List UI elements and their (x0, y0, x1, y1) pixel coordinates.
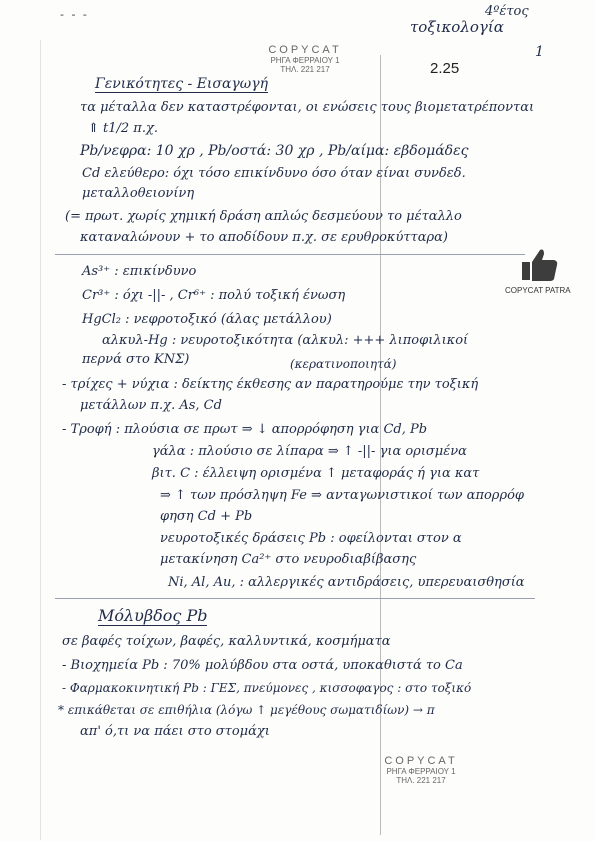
side-logo-label: COPYCAT PATRA (505, 286, 571, 295)
page-number: 2.25 (430, 60, 460, 77)
section-heading-lead: Μόλυβδος Pb (98, 606, 208, 625)
note-line: * επικάθεται σε επιθήλια (λόγω ↑ μεγέθους σωματιδίων) → π (58, 703, 435, 717)
subject-note: τοξικολογία (410, 18, 504, 36)
note-line: τα μέταλλα δεν καταστρέφονται, οι ενώσεις τους βιομετατρέπονται (80, 100, 535, 115)
note-line: ⇑ t1/2 π.χ. (88, 121, 158, 136)
stamp-phone: ΤΗΛ. 221 217 (280, 65, 330, 74)
note-line: ⇒ ↑ των πρόσληψη Fe ⇒ ανταγωνιστικοί των απορρόφ (160, 488, 525, 503)
note-line: απ' ό,τι να πάει στο στομάχι (80, 724, 270, 739)
divider (55, 254, 525, 255)
stamp-phone: ΤΗΛ. 221 217 (396, 776, 446, 785)
note-line: As³⁺ : επικίνδυνο (82, 264, 197, 279)
note-line: σε βαφές τοίχων, βαφές, καλλυντικά, κοσμήματα (62, 634, 391, 649)
stamp-title: COPYCAT (268, 44, 342, 56)
corner-marks: - - - (60, 8, 89, 21)
note-line: μετακίνηση Ca²⁺ στο νευροδιαβίβασης (160, 552, 417, 567)
copycat-stamp-bottom (356, 755, 486, 785)
note-line: - Τροφή : πλούσια σε πρωτ ⇒ ↓ απορρόφηση για Cd, Pb (62, 422, 428, 437)
stamp-address: ΡΗΓΑ ΦΕΡΡΑΙΟΥ 1 (386, 767, 456, 776)
note-line: περνά στο ΚΝΣ) (82, 352, 190, 367)
note-line: βιτ. C : έλλειψη ορισμένα ↑ μεταφοράς ή για κατ (152, 466, 480, 481)
note-line: μετάλλων π.χ. As, Cd (80, 398, 222, 413)
copycat-stamp-top (240, 44, 370, 74)
page-margin-line (40, 40, 41, 840)
thumbs-up-icon (520, 248, 560, 284)
note-line: Cd ελεύθερο: όχι τόσο επικίνδυνο όσο όταν είναι συνδεδ. (82, 166, 466, 181)
divider (55, 598, 535, 599)
page-mark: 1 (535, 44, 544, 60)
note-line: γάλα : πλούσιο σε λίπαρα ⇒ ↑ -||- για ορισμένα (152, 444, 467, 459)
note-line: Cr³⁺ : όχι -||- , Cr⁶⁺ : πολύ τοξική ένωση (82, 288, 346, 303)
note-line: αλκυλ-Hg : νευροτοξικότητα (αλκυλ: +++ λιποφιλικοί (102, 333, 469, 348)
note-line: νευροτοξικές δράσεις Pb : οφείλονται στον α (160, 531, 462, 546)
note-line: - τρίχες + νύχια : δείκτης έκθεσης αν παρατηρούμε την τοξική (62, 377, 479, 392)
note-line: - Φαρμακοκινητική Pb : ΓΕΣ, πνεύμονες , κισσοφαγος : στο τοξικό (62, 681, 472, 695)
note-line: φηση Cd + Pb (160, 509, 253, 524)
year-note: 4ºέτος (485, 4, 529, 19)
note-line: καταναλώνουν + το αποδίδουν π.χ. σε ερυθροκύτταρα) (80, 230, 449, 245)
note-line: μεταλλοθειονίνη (82, 186, 195, 201)
note-line: (= πρωτ. χωρίς χημική δράση απλώς δεσμεύουν το μέταλλο (65, 209, 462, 224)
stamp-address: ΡΗΓΑ ΦΕΡΡΑΙΟΥ 1 (270, 56, 340, 65)
stamp-title: COPYCAT (384, 755, 458, 767)
note-line: Ni, Al, Au, : αλλεργικές αντιδράσεις, υπερευαισθησία (168, 575, 525, 590)
note-line: HgCl₂ : νεφροτοξικό (άλας μετάλλου) (82, 312, 332, 327)
note-line: (κερατινοποιητά) (290, 357, 397, 371)
section-heading-intro: Γενικότητες - Εισαγωγή (95, 76, 268, 92)
note-line: - Βιοχημεία Pb : 70% μολύβδου στα οστά, υποκαθιστά το Ca (62, 658, 463, 673)
note-line: Pb/νεφρα: 10 χρ , Pb/οστά: 30 χρ , Pb/αίμα: εβδομάδες (80, 143, 469, 159)
